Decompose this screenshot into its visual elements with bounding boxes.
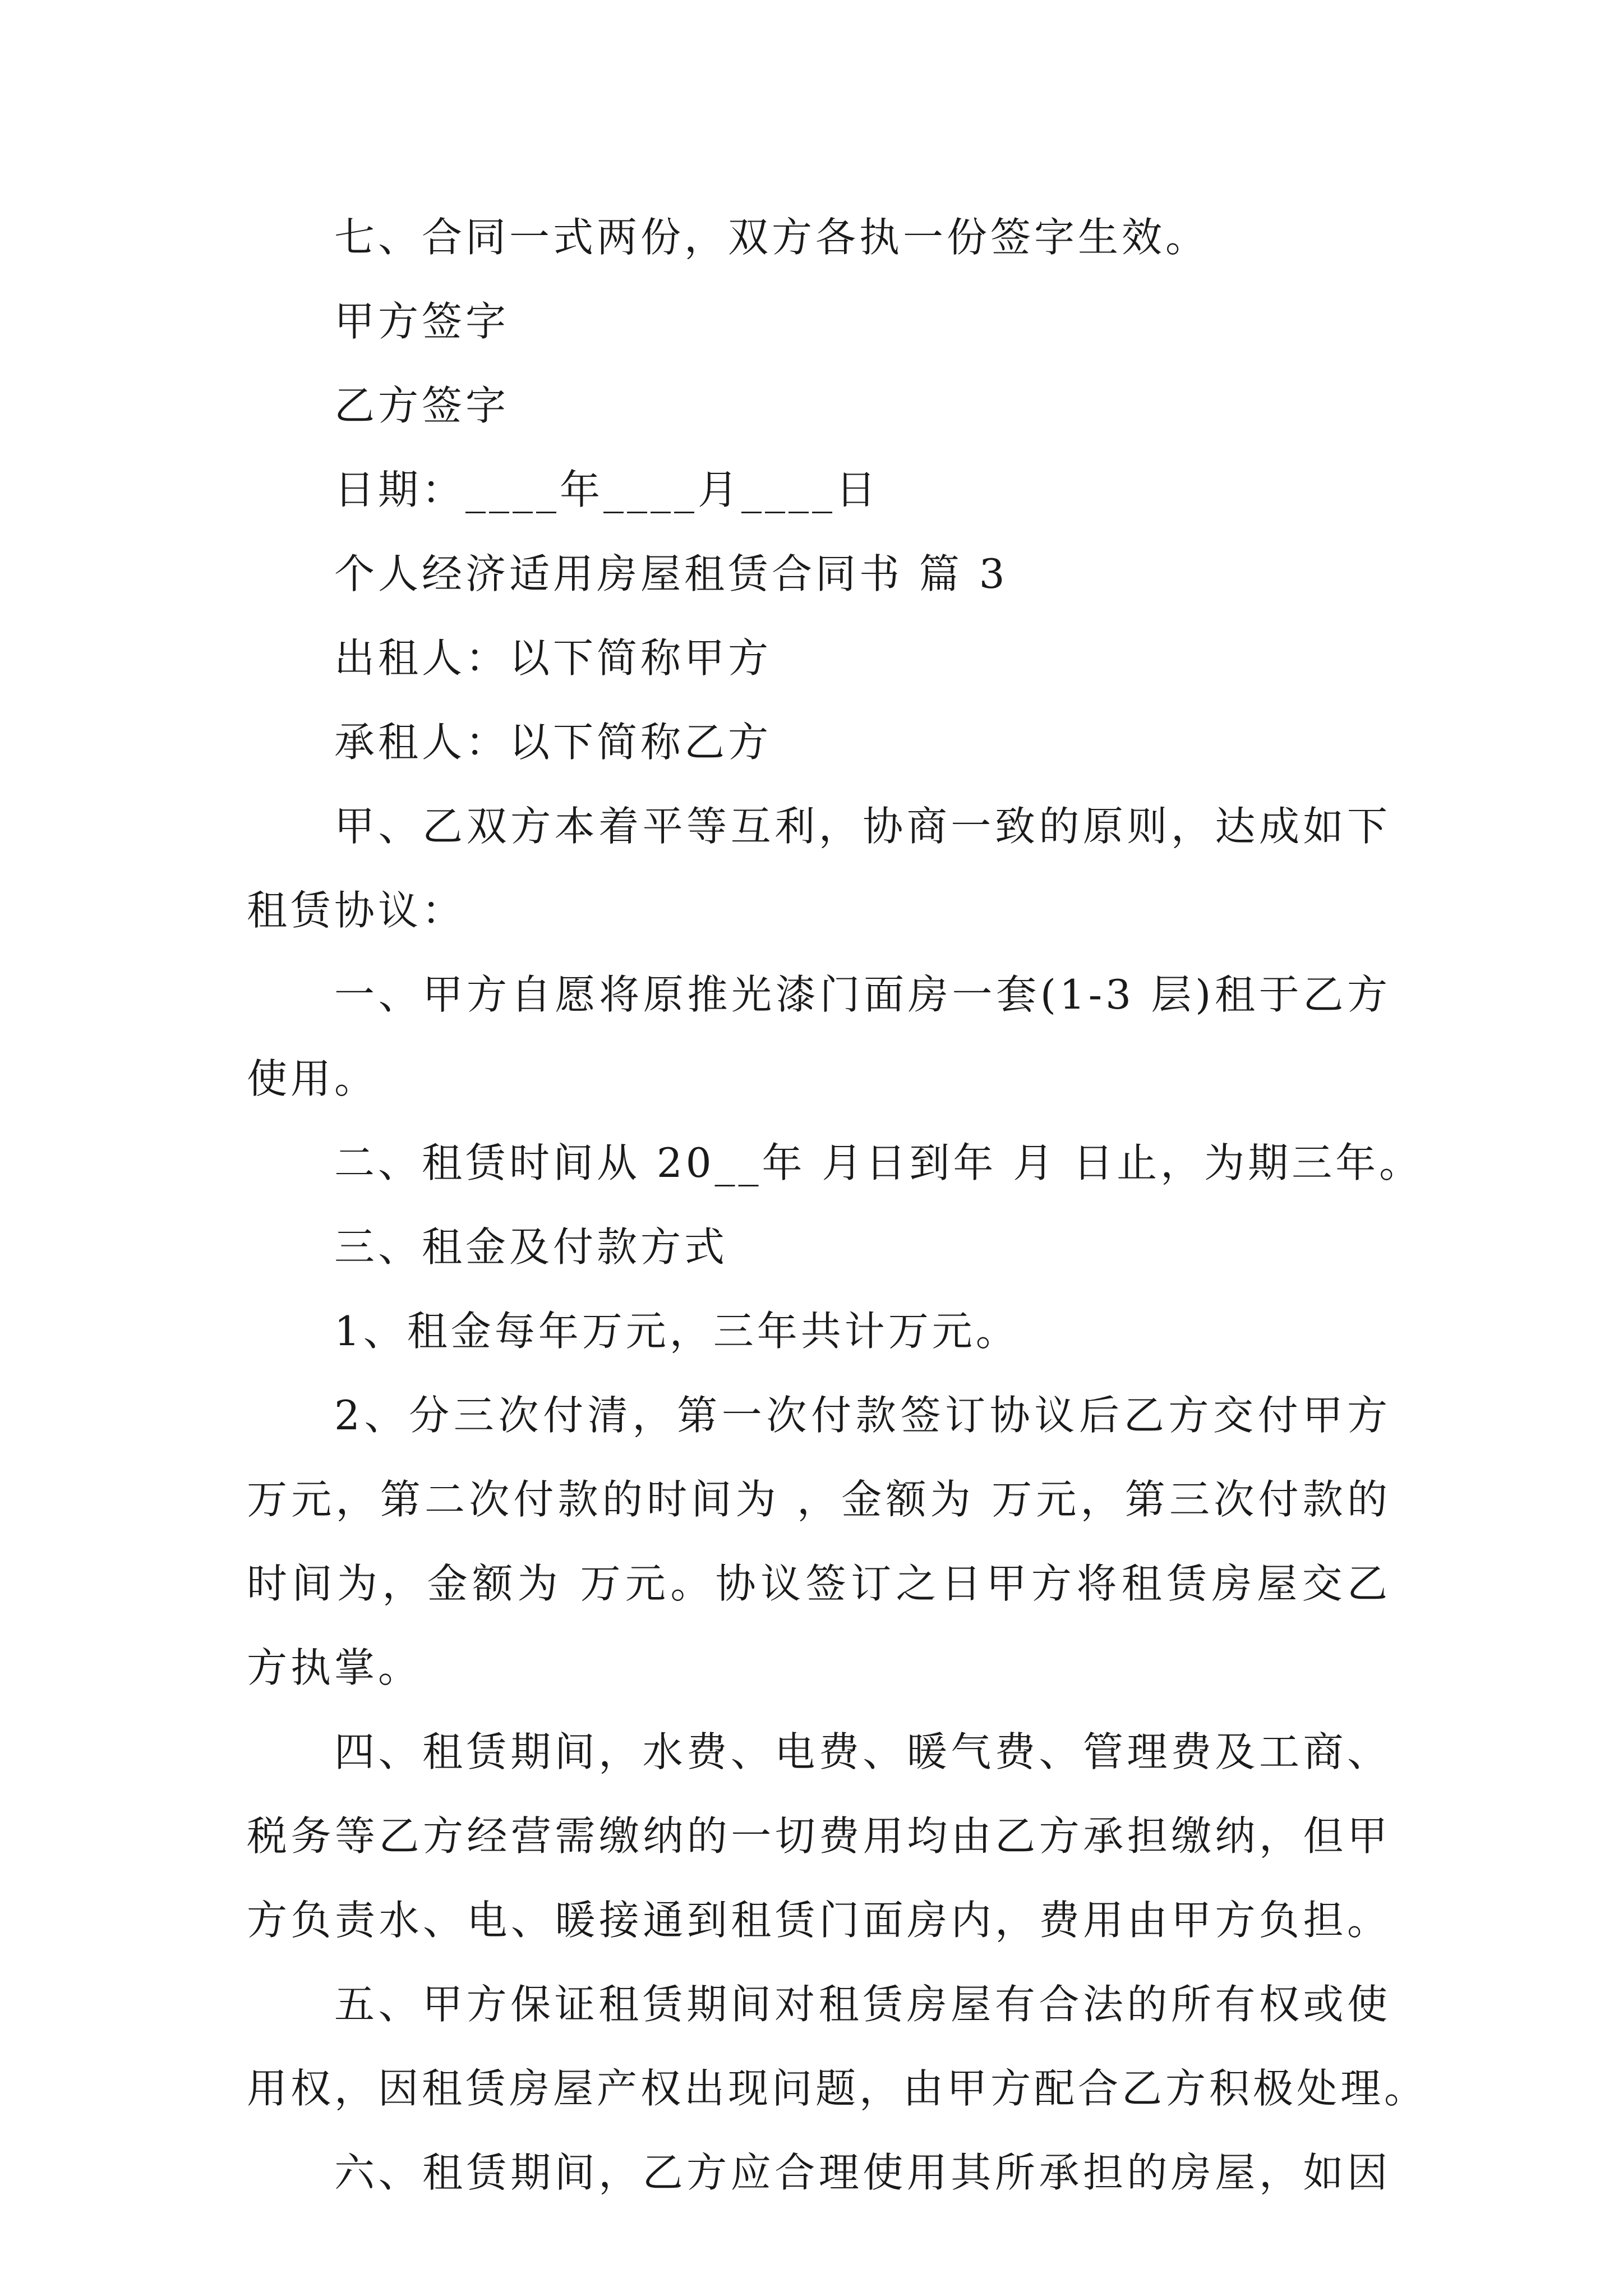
party-a-signature-line: 甲方签字 (334, 298, 510, 345)
clause-three-item-2-line-3: 时间为，金额为 万元。协议签订之日甲方将租赁房屋交乙 (247, 1560, 1391, 1607)
section-heading: 个人经济适用房屋租赁合同书 篇 3 (334, 550, 1008, 597)
lessor-line: 出租人：以下简称甲方 (334, 634, 772, 682)
clause-six-line-1: 六、租赁期间，乙方应合理使用其所承担的房屋，如因 (334, 2149, 1391, 2196)
clause-four-line-2: 税务等乙方经营需缴纳的一切费用均由乙方承担缴纳，但甲 (247, 1812, 1391, 1860)
clause-three-item-1: 1、租金每年万元，三年共计万元。 (334, 1308, 1020, 1355)
lessee-line: 承租人：以下简称乙方 (334, 719, 772, 766)
clause-three-heading: 三、租金及付款方式 (334, 1223, 728, 1271)
clause-three-item-2-line-4: 方执掌。 (247, 1644, 422, 1691)
document-body (247, 195, 1428, 2215)
clause-seven-line: 七、合同一式两份，双方各执一份签字生效。 (334, 214, 1210, 261)
clause-four-line-3: 方负责水、电、暖接通到租赁门面房内，费用由甲方负担。 (247, 1897, 1391, 1944)
clause-five-line-1: 五、甲方保证租赁期间对租赁房屋有合法的所有权或使 (334, 1981, 1391, 2028)
date-line: 日期：____年____月____日 (334, 466, 880, 513)
clause-three-item-2-line-2: 万元，第二次付款的时间为 ，金额为 万元，第三次付款的 (247, 1476, 1391, 1523)
clause-one-line-1: 一、甲方自愿将原推光漆门面房一套(1-3 层)租于乙方 (334, 971, 1391, 1018)
clause-two-line: 二、租赁时间从 20__年 月日到年 月 日止，为期三年。 (334, 1139, 1423, 1186)
party-b-signature-line: 乙方签字 (334, 382, 510, 429)
clause-three-item-2-line-1: 2、分三次付清，第一次付款签订协议后乙方交付甲方 (334, 1392, 1391, 1439)
clause-four-line-1: 四、租赁期间，水费、电费、暖气费、管理费及工商、 (334, 1728, 1391, 1775)
preamble-line-1: 甲、乙双方本着平等互利，协商一致的原则，达成如下 (334, 803, 1391, 850)
clause-one-line-2: 使用。 (247, 1055, 379, 1102)
preamble-line-2: 租赁协议： (247, 887, 466, 934)
clause-five-line-2: 用权，因租赁房屋产权出现问题，由甲方配合乙方积极处理。 (247, 2065, 1428, 2112)
